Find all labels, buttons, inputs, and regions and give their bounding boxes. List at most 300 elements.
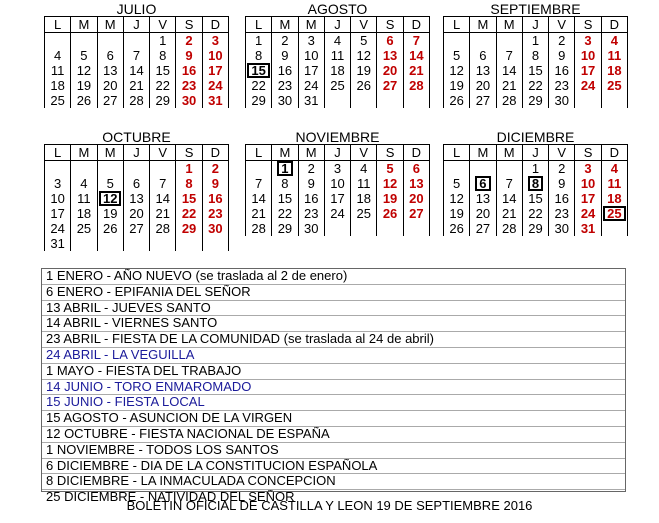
day-cell: 11 <box>601 48 627 63</box>
weekday-header: L <box>246 17 272 33</box>
day-cell: 29 <box>150 93 176 108</box>
day-cell: 6 <box>470 48 496 63</box>
weekday-header: M <box>470 145 496 161</box>
weekday-header: M <box>71 145 97 161</box>
day-cell: 12 <box>444 63 470 78</box>
day-cell: 23 <box>549 78 575 93</box>
day-cell: 28 <box>496 221 522 236</box>
day-cell: 22 <box>176 206 202 221</box>
calendar-diciembre <box>443 130 628 236</box>
day-cell: 7 <box>496 176 522 191</box>
holiday-item: 24 ABRIL - LA VEGUILLA <box>42 348 625 364</box>
weekday-header: D <box>601 17 627 33</box>
week-row <box>45 33 229 49</box>
month-title: NOVIEMBRE <box>295 129 380 145</box>
day-cell: 5 <box>351 33 377 49</box>
day-cell: 5 <box>444 48 470 63</box>
week-row <box>246 221 430 236</box>
day-cell: 13 <box>470 191 496 206</box>
holiday-item: 6 DICIEMBRE - DIA DE LA CONSTITUCION ESPAÑOLA <box>42 459 625 475</box>
day-cell: 31 <box>575 221 601 236</box>
weekday-header: D <box>403 145 429 161</box>
holiday-item: 6 ENERO - EPIFANIA DEL SEÑOR <box>42 285 625 301</box>
day-cell: 29 <box>272 221 298 236</box>
day-cell: 7 <box>246 176 272 191</box>
day-cell: 24 <box>324 206 350 221</box>
day-cell <box>377 93 403 108</box>
day-cell <box>97 236 123 251</box>
day-cell: 5 <box>444 176 470 191</box>
day-cell: 19 <box>444 206 470 221</box>
day-cell <box>97 161 123 177</box>
week-row <box>444 78 628 93</box>
week-row <box>246 63 430 78</box>
day-cell: 18 <box>601 63 627 78</box>
weekday-header: L <box>45 17 71 33</box>
weekday-header: S <box>377 145 403 161</box>
day-cell: 31 <box>45 236 71 251</box>
week-row <box>246 33 430 49</box>
weekday-header: V <box>351 145 377 161</box>
day-cell <box>246 161 272 177</box>
holiday-box: 12 <box>99 191 121 206</box>
weekday-header: S <box>377 17 403 33</box>
week-row <box>45 176 229 191</box>
calendar-julio <box>44 2 229 108</box>
weekday-header: D <box>601 145 627 161</box>
week-row <box>246 191 430 206</box>
day-cell: 29 <box>176 221 202 236</box>
day-cell: 9 <box>298 176 324 191</box>
day-cell: 17 <box>45 206 71 221</box>
holiday-item: 1 ENERO - AÑO NUEVO (se traslada al 2 de enero) <box>42 269 625 285</box>
week-row <box>246 161 430 177</box>
day-cell: 22 <box>246 78 272 93</box>
day-cell: 18 <box>45 78 71 93</box>
day-cell: 8 <box>176 176 202 191</box>
calendar-agosto <box>245 2 430 108</box>
day-cell: 29 <box>246 93 272 108</box>
day-cell <box>601 206 627 221</box>
calendar-octubre <box>44 130 229 251</box>
day-cell: 8 <box>272 176 298 191</box>
day-cell: 24 <box>298 78 324 93</box>
weekday-header: S <box>176 17 202 33</box>
day-cell: 23 <box>176 78 202 93</box>
day-cell: 14 <box>150 191 176 206</box>
day-cell: 1 <box>522 161 548 177</box>
day-cell: 7 <box>496 48 522 63</box>
day-cell: 19 <box>97 206 123 221</box>
day-cell: 9 <box>549 48 575 63</box>
calendar-noviembre <box>245 130 430 236</box>
day-cell: 25 <box>324 78 350 93</box>
holiday-item: 15 AGOSTO - ASUNCION DE LA VIRGEN <box>42 411 625 427</box>
day-cell: 10 <box>324 176 350 191</box>
day-cell: 16 <box>272 63 298 78</box>
day-cell <box>45 33 71 49</box>
day-cell: 24 <box>45 221 71 236</box>
day-cell: 24 <box>575 78 601 93</box>
day-cell: 4 <box>71 176 97 191</box>
day-cell: 28 <box>123 93 149 108</box>
day-cell: 7 <box>403 33 429 49</box>
day-cell: 28 <box>246 221 272 236</box>
day-cell <box>403 221 429 236</box>
day-cell <box>351 93 377 108</box>
holiday-item: 8 DICIEMBRE - LA INMACULADA CONCEPCION <box>42 474 625 490</box>
day-cell: 1 <box>176 161 202 177</box>
day-cell: 2 <box>202 161 228 177</box>
day-cell: 2 <box>272 33 298 49</box>
day-cell: 15 <box>522 63 548 78</box>
day-cell <box>246 63 272 78</box>
day-cell: 9 <box>202 176 228 191</box>
weekday-header: M <box>272 145 298 161</box>
day-cell: 22 <box>272 206 298 221</box>
day-cell: 21 <box>246 206 272 221</box>
day-cell: 10 <box>202 48 228 63</box>
day-cell: 2 <box>549 33 575 49</box>
holiday-item: 25 DICIEMBRE - NATIVIDAD DEL SEÑOR <box>46 490 295 505</box>
day-cell: 18 <box>324 63 350 78</box>
day-cell: 10 <box>45 191 71 206</box>
week-row <box>45 48 229 63</box>
day-cell: 23 <box>298 206 324 221</box>
day-cell: 31 <box>202 93 228 108</box>
day-cell: 31 <box>298 93 324 108</box>
day-cell: 6 <box>377 33 403 49</box>
day-cell: 21 <box>496 78 522 93</box>
holiday-item: 23 ABRIL - FIESTA DE LA COMUNIDAD (se traslada al 24 de abril) <box>42 332 625 348</box>
week-row <box>45 78 229 93</box>
day-cell <box>444 161 470 177</box>
day-cell: 9 <box>549 176 575 191</box>
day-cell: 20 <box>377 63 403 78</box>
week-row <box>45 93 229 108</box>
day-cell: 5 <box>97 176 123 191</box>
weekday-header: D <box>202 145 228 161</box>
day-cell: 30 <box>202 221 228 236</box>
week-row <box>444 221 628 236</box>
weekday-header: L <box>45 145 71 161</box>
day-cell: 5 <box>377 161 403 177</box>
day-cell: 14 <box>403 48 429 63</box>
day-cell: 1 <box>522 33 548 49</box>
day-cell <box>150 161 176 177</box>
weekday-header: V <box>549 17 575 33</box>
day-cell: 17 <box>324 191 350 206</box>
day-cell: 27 <box>377 78 403 93</box>
day-cell: 12 <box>71 63 97 78</box>
day-cell <box>272 161 298 177</box>
day-cell: 14 <box>123 63 149 78</box>
day-cell: 15 <box>272 191 298 206</box>
day-cell: 21 <box>496 206 522 221</box>
day-cell: 8 <box>246 48 272 63</box>
day-cell: 6 <box>97 48 123 63</box>
weekday-header: J <box>522 145 548 161</box>
day-cell: 16 <box>176 63 202 78</box>
day-cell <box>123 161 149 177</box>
day-cell: 4 <box>601 161 627 177</box>
weekday-header: S <box>575 145 601 161</box>
day-cell: 30 <box>549 93 575 108</box>
day-cell: 18 <box>601 191 627 206</box>
month-title: DICIEMBRE <box>496 129 575 145</box>
weekday-header: D <box>202 17 228 33</box>
day-cell <box>522 176 548 191</box>
day-cell: 22 <box>522 206 548 221</box>
week-row <box>444 63 628 78</box>
day-cell: 11 <box>324 48 350 63</box>
day-cell: 13 <box>403 176 429 191</box>
weekday-header: J <box>324 145 350 161</box>
weekday-header: V <box>150 145 176 161</box>
day-cell: 11 <box>351 176 377 191</box>
day-cell: 3 <box>202 33 228 49</box>
holiday-item: 14 JUNIO - TORO ENMAROMADO <box>42 380 625 396</box>
day-cell: 16 <box>549 191 575 206</box>
weekday-header: V <box>351 17 377 33</box>
day-cell: 14 <box>496 63 522 78</box>
day-cell: 4 <box>45 48 71 63</box>
day-cell: 12 <box>444 191 470 206</box>
day-cell <box>601 93 627 108</box>
day-cell: 3 <box>575 33 601 49</box>
day-cell: 18 <box>351 191 377 206</box>
holiday-list <box>41 268 626 505</box>
day-cell: 6 <box>403 161 429 177</box>
week-row <box>246 78 430 93</box>
day-cell: 6 <box>123 176 149 191</box>
day-cell: 27 <box>123 221 149 236</box>
month-grid <box>443 16 628 108</box>
day-cell: 15 <box>522 191 548 206</box>
day-cell: 16 <box>549 63 575 78</box>
day-cell: 13 <box>470 63 496 78</box>
day-cell: 26 <box>444 93 470 108</box>
day-cell: 21 <box>403 63 429 78</box>
day-cell: 25 <box>601 78 627 93</box>
day-cell: 8 <box>150 48 176 63</box>
month-grid <box>245 16 430 108</box>
day-cell: 19 <box>351 63 377 78</box>
day-cell: 20 <box>470 206 496 221</box>
day-cell <box>123 33 149 49</box>
day-cell: 28 <box>403 78 429 93</box>
weekday-header: L <box>246 145 272 161</box>
week-row <box>45 191 229 206</box>
day-cell: 15 <box>150 63 176 78</box>
weekday-header: D <box>403 17 429 33</box>
day-cell: 24 <box>575 206 601 221</box>
day-cell: 17 <box>575 191 601 206</box>
day-cell: 17 <box>202 63 228 78</box>
day-cell <box>601 221 627 236</box>
weekday-header: V <box>150 17 176 33</box>
day-cell: 14 <box>246 191 272 206</box>
week-row <box>45 236 229 251</box>
week-row <box>444 93 628 108</box>
day-cell: 20 <box>123 206 149 221</box>
day-cell: 3 <box>324 161 350 177</box>
day-cell: 12 <box>351 48 377 63</box>
month-grid <box>44 144 229 251</box>
week-row <box>45 161 229 177</box>
week-row <box>444 176 628 191</box>
day-cell: 27 <box>403 206 429 221</box>
day-cell <box>97 191 123 206</box>
month-title: SEPTIEMBRE <box>490 1 581 17</box>
day-cell: 16 <box>298 191 324 206</box>
month-title: AGOSTO <box>307 1 368 17</box>
week-row <box>444 191 628 206</box>
day-cell: 19 <box>71 78 97 93</box>
day-cell <box>97 33 123 49</box>
day-cell: 12 <box>377 176 403 191</box>
week-row <box>444 33 628 49</box>
day-cell: 26 <box>444 221 470 236</box>
day-cell: 23 <box>202 206 228 221</box>
day-cell <box>324 221 350 236</box>
week-row <box>45 206 229 221</box>
week-row <box>246 48 430 63</box>
weekday-header: J <box>522 17 548 33</box>
day-cell <box>71 236 97 251</box>
day-cell: 10 <box>575 176 601 191</box>
day-cell: 26 <box>97 221 123 236</box>
day-cell <box>150 236 176 251</box>
week-row <box>444 48 628 63</box>
day-cell: 25 <box>351 206 377 221</box>
day-cell <box>71 33 97 49</box>
day-cell: 19 <box>377 191 403 206</box>
weekday-header: M <box>496 17 522 33</box>
weekday-header: M <box>298 17 324 33</box>
week-row <box>45 221 229 236</box>
day-cell: 21 <box>123 78 149 93</box>
holiday-item: 12 OCTUBRE - FIESTA NACIONAL DE ESPAÑA <box>42 427 625 443</box>
day-cell: 22 <box>522 78 548 93</box>
holiday-item: 1 NOVIEMBRE - TODOS LOS SANTOS <box>42 443 625 459</box>
day-cell: 15 <box>176 191 202 206</box>
day-cell: 11 <box>71 191 97 206</box>
day-cell <box>496 161 522 177</box>
day-cell <box>324 93 350 108</box>
day-cell: 3 <box>45 176 71 191</box>
weekday-header: V <box>549 145 575 161</box>
day-cell <box>71 161 97 177</box>
day-cell: 13 <box>377 48 403 63</box>
month-grid <box>245 144 430 236</box>
day-cell: 4 <box>601 33 627 49</box>
day-cell <box>123 236 149 251</box>
day-cell: 27 <box>470 221 496 236</box>
week-row <box>444 161 628 177</box>
weekday-header: M <box>470 17 496 33</box>
weekday-header: M <box>97 145 123 161</box>
footer-source: BOLETIN OFICIAL DE CASTILLA Y LEON 19 DE SEPTIEMBRE 2016 <box>126 498 533 513</box>
holiday-item: 1 MAYO - FIESTA DEL TRABAJO <box>42 364 625 380</box>
day-cell: 10 <box>575 48 601 63</box>
day-cell: 29 <box>522 93 548 108</box>
day-cell: 25 <box>71 221 97 236</box>
day-cell: 28 <box>150 221 176 236</box>
weekday-header: J <box>123 17 149 33</box>
day-cell: 2 <box>176 33 202 49</box>
holiday-item: 15 JUNIO - FIESTA LOCAL <box>42 395 625 411</box>
weekday-header: M <box>496 145 522 161</box>
day-cell: 28 <box>496 93 522 108</box>
day-cell: 11 <box>601 176 627 191</box>
day-cell: 21 <box>150 206 176 221</box>
day-cell: 19 <box>444 78 470 93</box>
day-cell: 30 <box>298 221 324 236</box>
day-cell <box>45 161 71 177</box>
day-cell: 26 <box>377 206 403 221</box>
month-grid <box>443 144 628 236</box>
day-cell: 13 <box>123 191 149 206</box>
day-cell: 30 <box>176 93 202 108</box>
holiday-item: 14 ABRIL - VIERNES SANTO <box>42 316 625 332</box>
weekday-header: M <box>71 17 97 33</box>
day-cell: 23 <box>272 78 298 93</box>
day-cell: 4 <box>324 33 350 49</box>
day-cell: 4 <box>351 161 377 177</box>
day-cell: 20 <box>97 78 123 93</box>
day-cell: 16 <box>202 191 228 206</box>
weekday-header: M <box>298 145 324 161</box>
weekday-header: S <box>575 17 601 33</box>
day-cell: 9 <box>272 48 298 63</box>
day-cell: 26 <box>351 78 377 93</box>
day-cell: 5 <box>71 48 97 63</box>
day-cell: 22 <box>150 78 176 93</box>
day-cell: 20 <box>403 191 429 206</box>
day-cell: 10 <box>298 48 324 63</box>
holiday-box: 1 <box>277 161 292 176</box>
day-cell <box>202 236 228 251</box>
day-cell: 9 <box>176 48 202 63</box>
day-cell <box>444 33 470 49</box>
day-cell: 20 <box>470 78 496 93</box>
day-cell: 7 <box>123 48 149 63</box>
day-cell <box>575 93 601 108</box>
weekday-header: J <box>324 17 350 33</box>
week-row <box>45 63 229 78</box>
weekday-header: S <box>176 145 202 161</box>
holiday-box: 6 <box>475 176 490 191</box>
week-row <box>246 176 430 191</box>
day-cell: 11 <box>45 63 71 78</box>
day-cell: 2 <box>298 161 324 177</box>
calendar-septiembre <box>443 2 628 108</box>
day-cell <box>403 93 429 108</box>
day-cell: 26 <box>71 93 97 108</box>
week-row <box>246 93 430 108</box>
day-cell: 1 <box>150 33 176 49</box>
day-cell: 25 <box>45 93 71 108</box>
week-row <box>246 206 430 221</box>
holiday-box: 8 <box>528 176 543 191</box>
day-cell: 2 <box>549 161 575 177</box>
month-grid <box>44 16 229 108</box>
day-cell: 23 <box>549 206 575 221</box>
holiday-box: 15 <box>247 63 269 78</box>
day-cell: 30 <box>549 221 575 236</box>
month-title: OCTUBRE <box>102 129 171 145</box>
